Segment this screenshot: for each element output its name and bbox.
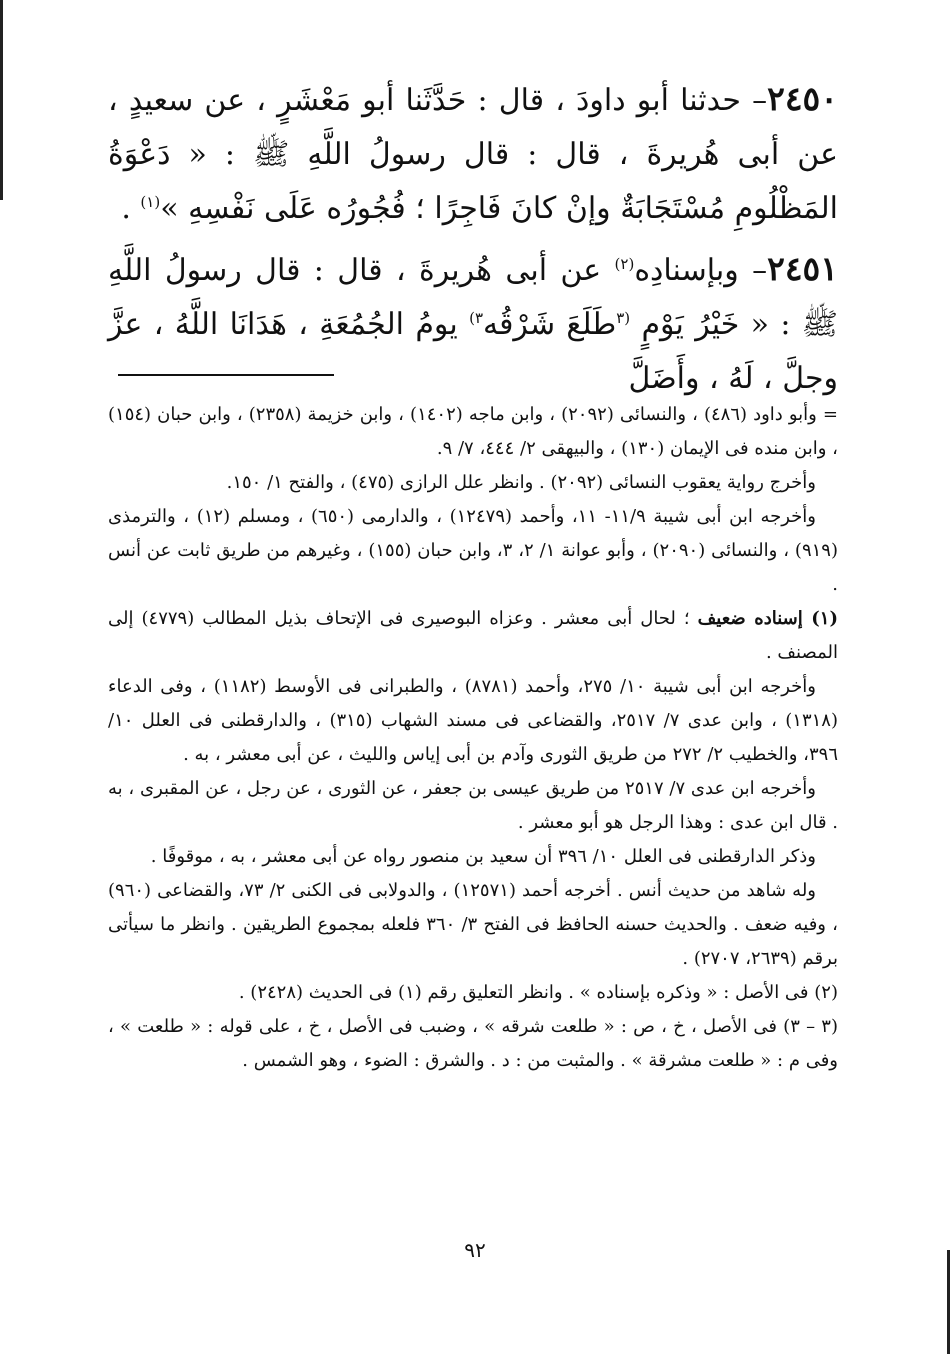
footnote-1-text: ؛ لحال أبى معشر . وعزاه البوصيرى فى الإتحاف بذيل المطالب (٤٧٧٩) إلى المصنف . <box>108 608 838 663</box>
hadith-text: يومُ الجُمُعَةِ ، هَدَانَا اللَّهُ ، عزَّ وجلَّ ، لَهُ ، وأَضَلَّ <box>108 307 838 396</box>
hadith-number: ٢٤٥٠ <box>767 79 838 118</box>
binding-edge-line <box>0 0 3 200</box>
footnote-paragraph: وأخرجه ابن أبى شيبة ١٠/ ٢٧٥، وأحمد (٨٧٨١) ، والطبرانى فى الأوسط (١١٨٢) ، وفى الدعاء (١٣١٨) ، وابن عدى ٧/ ٢٥١٧، والقضاعى فى مسند الشهاب (٣١٥) ، والدارقطنى فى العلل ١٠/ ٣٩٦، والخطيب ٢/ ٢٧٢ من طريق الثورى وآدم بن أبى إياس والليث ، عن أبى معشر ، به . <box>108 676 838 765</box>
footnote-paragraph: وأخرجه ابن عدى ٧/ ٢٥١٧ من طريق عيسى بن جعفر ، عن الثورى ، عن رجل ، عن المقبرى ، به . قال ابن عدى : وهذا الرجل هو أبو معشر . <box>108 778 838 833</box>
footnote-ref: (١) <box>140 193 161 211</box>
footnote-paragraph: وذكر الدارقطنى فى العلل ١٠/ ٣٩٦ أن سعيد بن منصور رواه عن أبى معشر ، به ، موقوفًا . <box>150 846 816 867</box>
footnotes <box>108 398 838 1078</box>
footnote-paragraph: وله شاهد من حديث أنس . أخرجه أحمد (١٢٥٧١) ، والدولابى فى الكنى ٢/ ٧٣، والقضاعى (٩٦٠) ، وفيه ضعف . والحديث حسنه الحافظ فى الفتح ٣/ ٣٦٠ فلعله بمجموع الطريقين . وانظر ما سيأتى برقم (٢٦٣٩، ٢٧٠٧) . <box>108 880 838 969</box>
page-number: ٩٢ <box>464 1238 486 1262</box>
footnote-continuation: = وأبو داود (٤٨٦) ، والنسائى (٢٠٩٢) ، وابن ماجه (١٤٠٢) ، وابن خزيمة (٢٣٥٨) ، وابن حبان (١٥٤) ، وابن منده فى الإيمان (١٣٠) ، والبيهقى ٢/ ٤٤٤، ٧/ ٩. <box>108 404 839 459</box>
hadith-text: – حدثنا أبو داودَ ، قال : حَدَّثَنا أبو مَعْشَرٍ ، عن سعيدٍ ، عن أبى هُريرةَ ، قال : قال رسولُ اللَّهِ ﷺ : « دَعْوَةُ المَظْلُومِ مُسْتَجَابَةٌ وإنْ كانَ فَاجِرًا ؛ فُجُورُه عَلَى نَفْسِهِ » <box>108 83 838 226</box>
footnote-1 <box>108 602 838 670</box>
footnote-ref: (٣ <box>616 309 631 327</box>
footnote-paragraph: وأخرجه ابن أبى شيبة ١١/٩- ١١، وأحمد (١٢٤٧٩) ، والدارمى (٦٥٠) ، ومسلم (١٢) ، والترمذى (٩١٩) ، والنسائى (٢٠٩٠) ، وأبو عوانة ١/ ٢، ٣، وابن حبان (١٥٥) ، وغيرهم من طريق ثابت عن أنس . <box>108 506 839 595</box>
hadith-text: عن أبى هُريرةَ ، قال : قال رسولُ اللَّهِ ﷺ : « خَيْرُ يَوْمٍ <box>108 253 838 342</box>
footnote-2: (٢) فى الأصل : « وذكره بإسناده » . وانظر التعليق رقم (١) فى الحديث (٢٤٢٨) . <box>238 982 838 1003</box>
footnote-ref: ٣) <box>469 309 483 327</box>
hadith-2451 <box>108 242 838 406</box>
hadith-number: ٢٤٥١ <box>767 249 838 288</box>
footnote-separator <box>118 374 334 376</box>
footnote-1-label: (١) إسناده ضعيف <box>697 608 838 629</box>
hadith-2450 <box>108 72 838 236</box>
footnote-paragraph: وأخرج رواية يعقوب النسائى (٢٠٩٢) . وانظر علل الرازى (٤٧٥) ، والفتح ١/ ١٥٠. <box>226 472 816 493</box>
main-hadith-text <box>108 72 838 412</box>
footnote-ref: (٢) <box>614 255 635 273</box>
footnote-3: (٣ – ٣) فى الأصل ، خ ، ص : « طلعت شرقه » ، وضبب فى الأصل ، خ ، على قوله : « طلعت » ، وفى م : « طلعت مشرقة » . والمثبت من : د . والشرق : الضوء ، وهو الشمس . <box>108 1016 838 1071</box>
hadith-text: – وبإسنادِه <box>634 253 768 288</box>
hadith-text: طَلَعَ شَرْقُه <box>483 307 617 342</box>
hadith-end: . <box>121 191 141 226</box>
